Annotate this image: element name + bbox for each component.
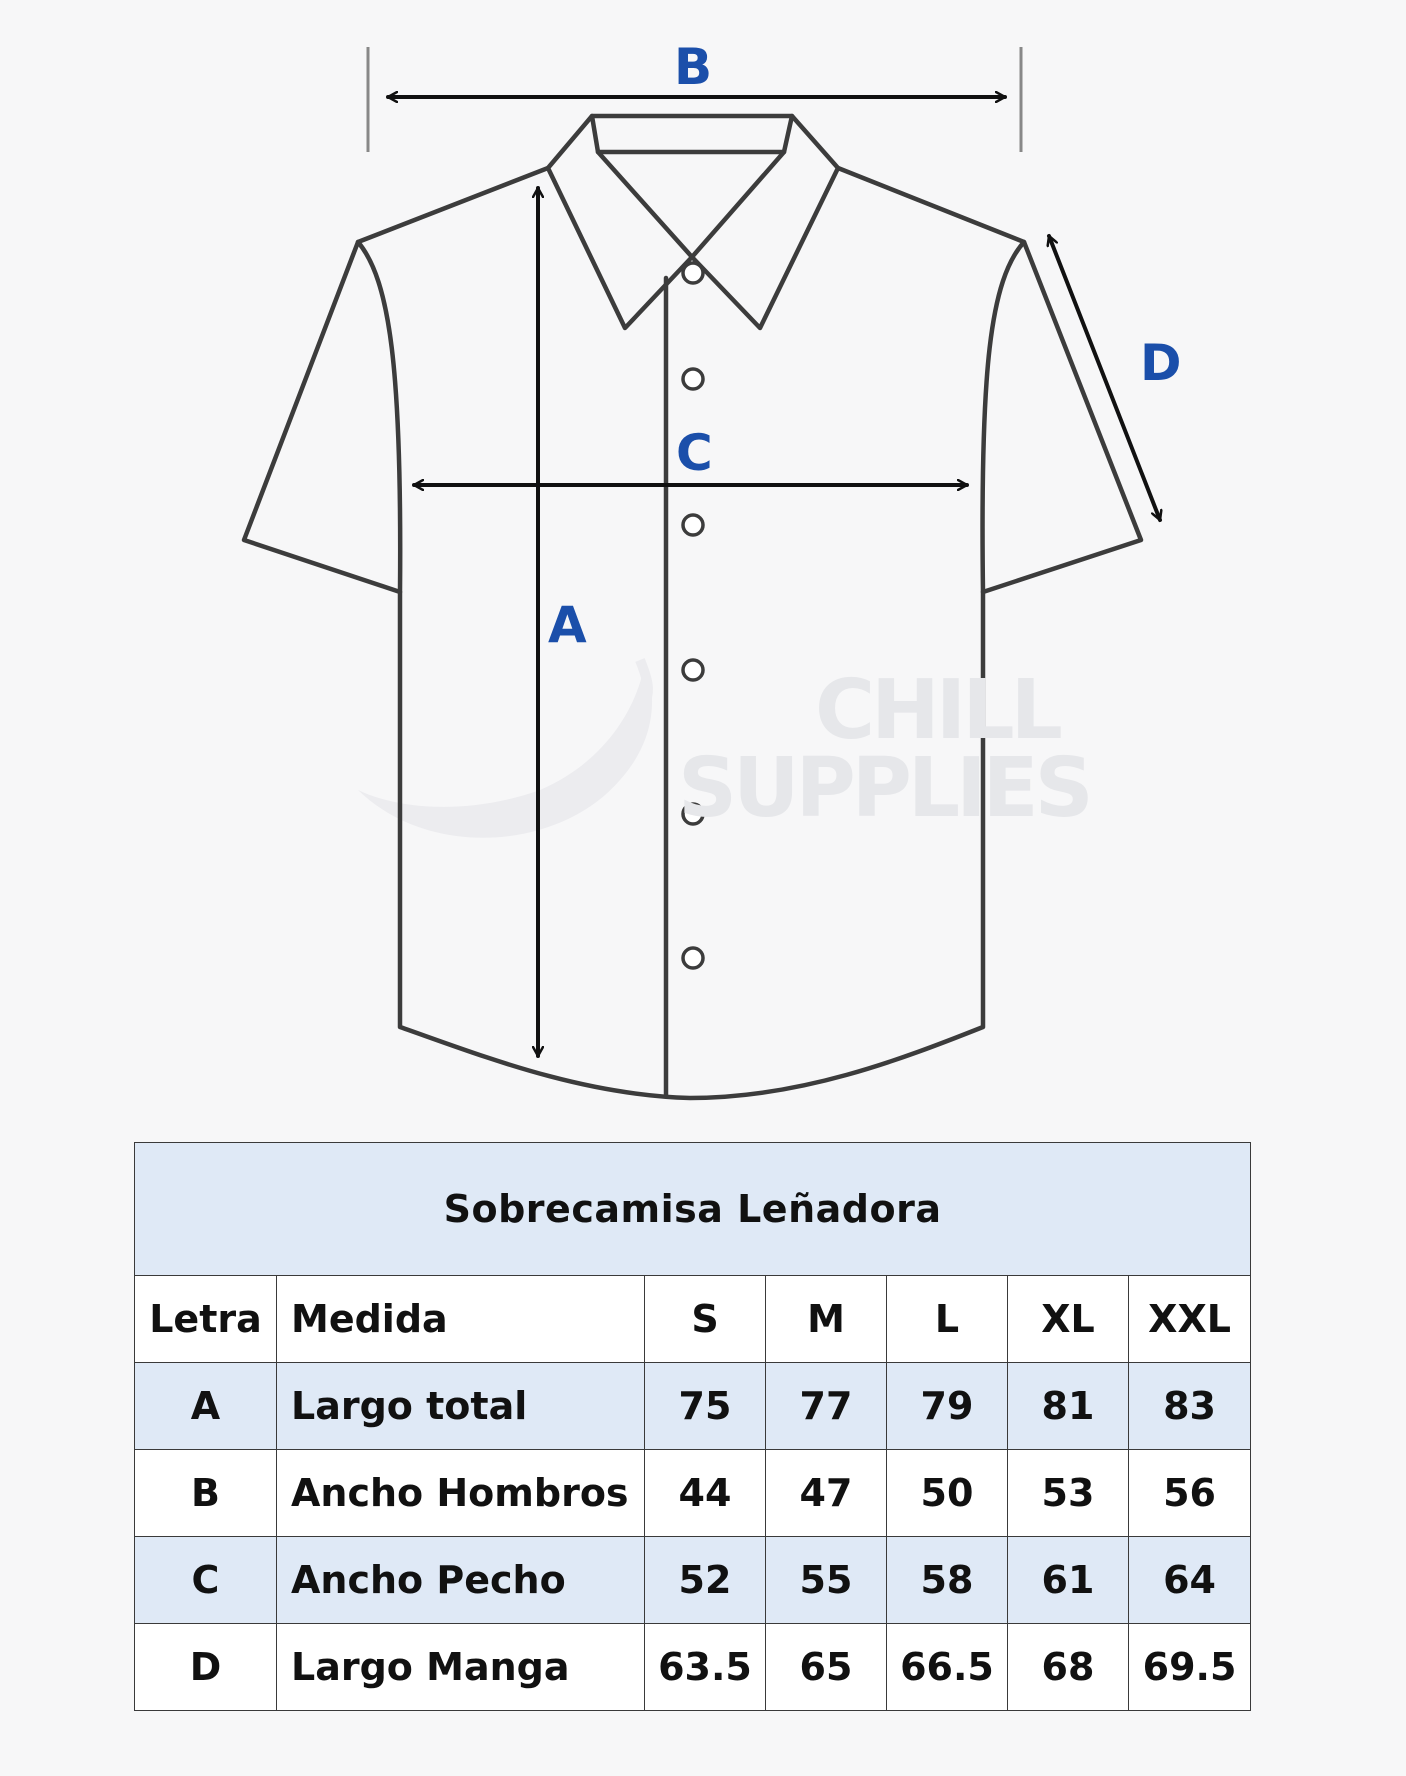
- row-letter: B: [135, 1450, 277, 1537]
- row-measure: Ancho Hombros: [277, 1450, 645, 1537]
- button: [683, 263, 703, 283]
- header-letra: Letra: [135, 1276, 277, 1363]
- row-measure: Ancho Pecho: [277, 1537, 645, 1624]
- row-value-l: 79: [887, 1363, 1008, 1450]
- size-table: [134, 1142, 1251, 1711]
- row-value-m: 77: [766, 1363, 887, 1450]
- label-c: C: [676, 424, 713, 482]
- table-title: Sobrecamisa Leñadora: [135, 1143, 1251, 1276]
- row-value-l: 66.5: [887, 1624, 1008, 1711]
- header-m: M: [766, 1276, 887, 1363]
- row-measure: Largo Manga: [277, 1624, 645, 1711]
- row-letter: C: [135, 1537, 277, 1624]
- row-value-s: 63.5: [645, 1624, 766, 1711]
- watermark-line2: SUPPLIES: [678, 741, 1090, 836]
- row-value-xl: 81: [1008, 1363, 1129, 1450]
- table-row: [135, 1450, 1251, 1537]
- row-value-xl: 53: [1008, 1450, 1129, 1537]
- table-row: [135, 1363, 1251, 1450]
- row-measure: Largo total: [277, 1363, 645, 1450]
- row-value-m: 47: [766, 1450, 887, 1537]
- button: [683, 515, 703, 535]
- button: [683, 369, 703, 389]
- row-value-xxl: 56: [1129, 1450, 1251, 1537]
- row-letter: D: [135, 1624, 277, 1711]
- row-value-s: 52: [645, 1537, 766, 1624]
- row-value-xl: 68: [1008, 1624, 1129, 1711]
- row-value-xxl: 69.5: [1129, 1624, 1251, 1711]
- row-value-s: 75: [645, 1363, 766, 1450]
- header-xxl: XXL: [1129, 1276, 1251, 1363]
- row-value-m: 55: [766, 1537, 887, 1624]
- button: [683, 948, 703, 968]
- row-value-s: 44: [645, 1450, 766, 1537]
- row-value-xxl: 64: [1129, 1537, 1251, 1624]
- row-value-l: 58: [887, 1537, 1008, 1624]
- row-value-l: 50: [887, 1450, 1008, 1537]
- header-xl: XL: [1008, 1276, 1129, 1363]
- button: [683, 660, 703, 680]
- row-value-xxl: 83: [1129, 1363, 1251, 1450]
- row-value-m: 65: [766, 1624, 887, 1711]
- label-b: B: [674, 38, 713, 96]
- watermark-line1: CHILL: [815, 663, 1059, 758]
- header-l: L: [887, 1276, 1008, 1363]
- row-value-xl: 61: [1008, 1537, 1129, 1624]
- row-letter: A: [135, 1363, 277, 1450]
- header-s: S: [645, 1276, 766, 1363]
- label-d: D: [1140, 334, 1182, 392]
- table-row: [135, 1537, 1251, 1624]
- table-row: [135, 1624, 1251, 1711]
- label-a: A: [548, 596, 587, 654]
- collar: [548, 116, 838, 328]
- header-medida: Medida: [277, 1276, 645, 1363]
